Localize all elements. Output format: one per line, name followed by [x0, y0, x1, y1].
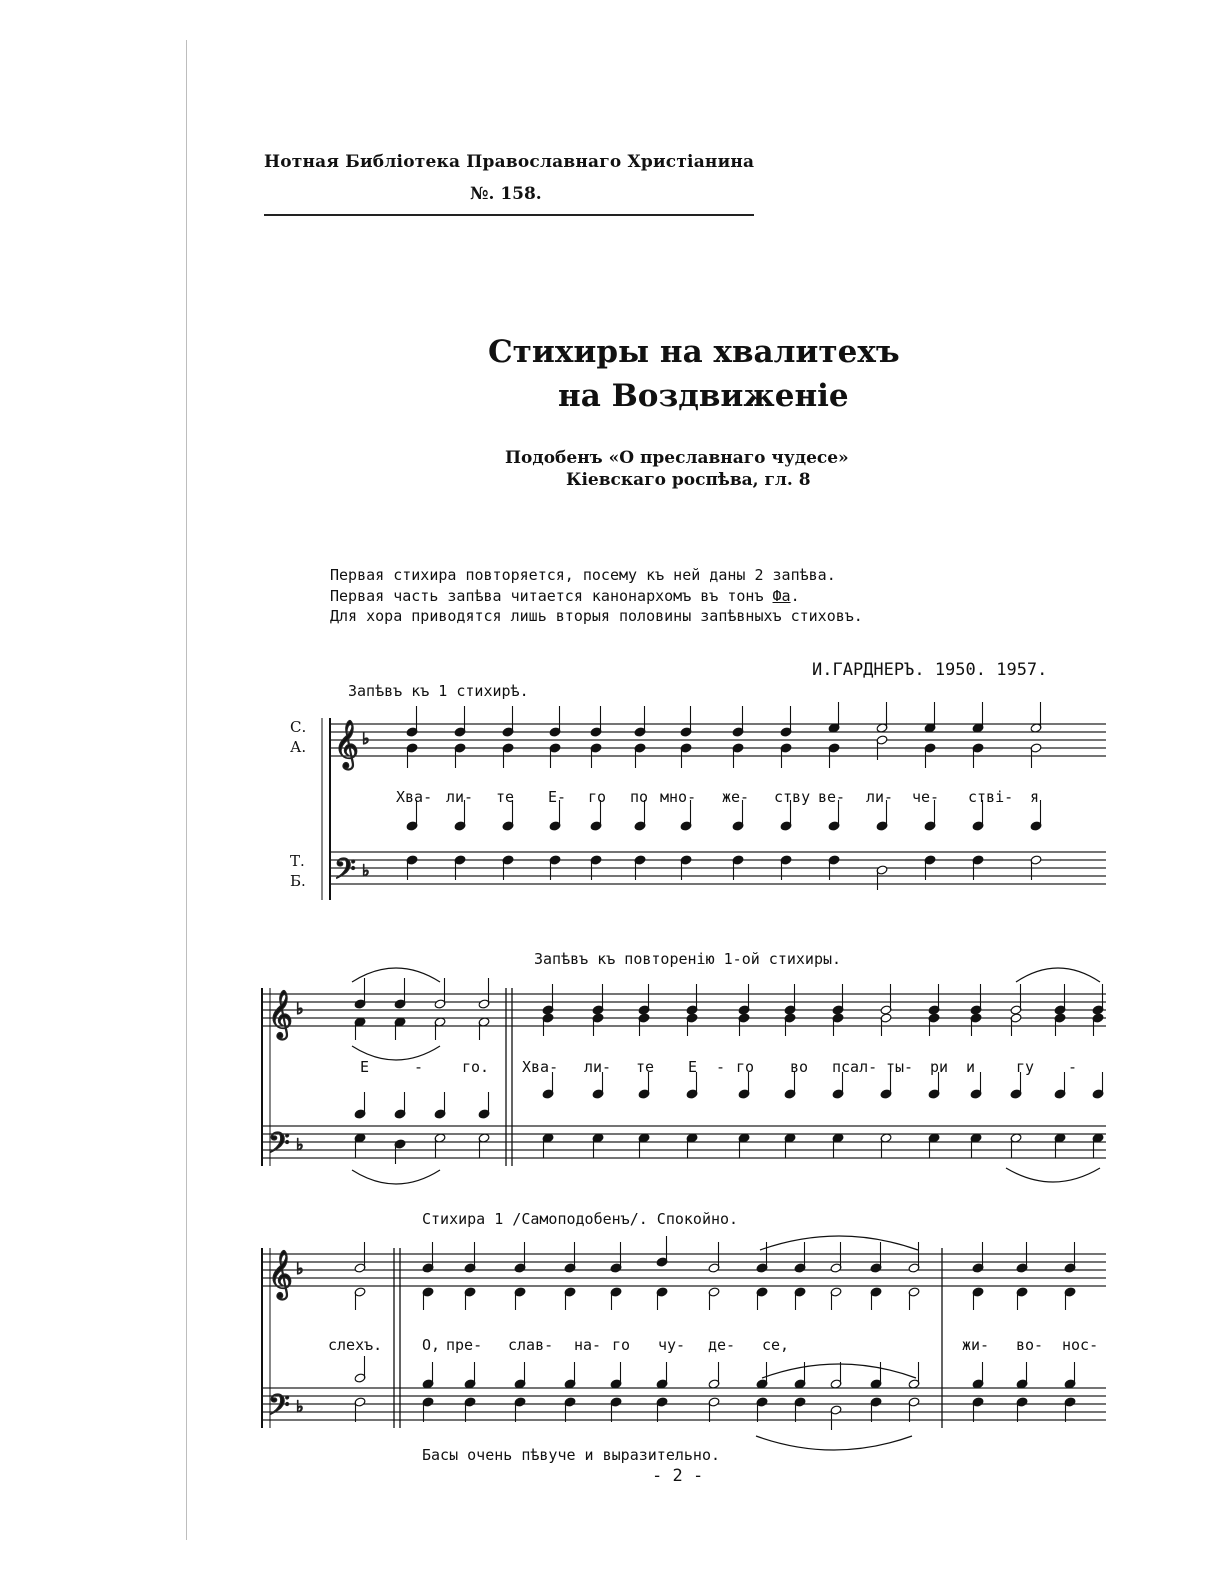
subtitle-podoben: Подобенъ «О преславнаго чудесе»: [505, 448, 849, 468]
lyric-syllable: на-: [574, 1336, 602, 1354]
note-line-1: Первая стихира повторяется, посему къ ней даны 2 запѣва.: [330, 566, 836, 584]
lyric-syllable: те: [496, 788, 515, 806]
lyric-syllable: гу: [1016, 1058, 1035, 1076]
composer-credit: И.ГАРДНЕРЪ. 1950. 1957.: [812, 660, 1048, 680]
lyric-syllable: Хва-: [522, 1058, 559, 1076]
lyric-syllable: слав-: [508, 1336, 554, 1354]
page-title-line1: Стихиры на хвалитехъ: [488, 334, 900, 370]
lyric-syllable: ли-: [584, 1058, 612, 1076]
lyric-syllable: го: [612, 1336, 631, 1354]
section-label-2: Запѣвъ къ повторенію 1-ой стихиры.: [534, 950, 842, 968]
lyric-syllable: пре-: [446, 1336, 483, 1354]
lyric-syllable: ли-: [866, 788, 894, 806]
note-line-2-text: Первая часть запѣва читается канонархомъ въ тонъ: [330, 587, 773, 605]
bass-clef-icon: 𝄢: [268, 1127, 290, 1167]
lyric-syllable: ствi-: [968, 788, 1014, 806]
voice-label-alto: А.: [290, 738, 307, 756]
series-title: Нотная Библіотека Православнаго Христіанина: [264, 152, 755, 172]
lyric-syllable: ве-: [818, 788, 846, 806]
slur: [352, 968, 440, 982]
lyric-syllable: же-: [722, 788, 750, 806]
subtitle-raspev: Кіевскаго роспѣва, гл. 8: [566, 470, 811, 490]
lyric-syllable: жи-: [962, 1336, 990, 1354]
lyric-syllable: Е: [360, 1058, 370, 1076]
lyric-syllable: Е: [688, 1058, 698, 1076]
voice-label-soprano: С.: [290, 718, 307, 736]
lyric-syllable: и: [966, 1058, 976, 1076]
lyric-syllable: мно-: [660, 788, 697, 806]
lyric-syllable: слехъ.: [328, 1336, 383, 1354]
lyric-syllable: во: [790, 1058, 809, 1076]
page-title-line2: на Воздвиженіе: [558, 378, 849, 414]
key-flat: ♭: [296, 1397, 304, 1416]
lyric-syllable: -: [716, 1058, 726, 1076]
lyric-syllable: че-: [912, 788, 940, 806]
note-tone-key: Фа: [772, 587, 791, 605]
key-flat: ♭: [296, 1259, 304, 1278]
lyric-syllable: ри: [930, 1058, 949, 1076]
lyric-syllable: Е-: [548, 788, 567, 806]
lyric-syllable: ству: [774, 788, 811, 806]
lyric-syllable: нос-: [1062, 1336, 1099, 1354]
lyric-syllable: О,: [422, 1336, 441, 1354]
treble-clef-icon: 𝄞: [334, 719, 359, 768]
lyric-syllable: чу-: [658, 1336, 686, 1354]
lyric-syllable: го.: [462, 1058, 490, 1076]
lyric-syllable: -: [1068, 1058, 1078, 1076]
lyric-syllable: -: [414, 1058, 424, 1076]
section-label-3: Стихира 1 /Самоподобенъ/. Спокойно.: [422, 1210, 739, 1228]
lyric-syllable: я: [1030, 788, 1040, 806]
slur: [760, 1236, 918, 1250]
page-number: - 2 -: [652, 1466, 704, 1486]
bass-performance-note: Басы очень пѣвуче и выразительно.: [422, 1446, 721, 1464]
lyric-syllable: по: [630, 788, 649, 806]
lyric-syllable: во-: [1016, 1336, 1044, 1354]
section-label-1: Запѣвъ къ 1 стихирѣ.: [348, 682, 529, 700]
lyric-syllable: Хва-: [396, 788, 433, 806]
lyric-syllable: се,: [762, 1336, 790, 1354]
bass-clef-icon: 𝄢: [268, 1389, 290, 1429]
slur: [1016, 968, 1100, 982]
note-line-2-end: .: [790, 587, 800, 605]
key-flat: ♭: [296, 1135, 304, 1154]
treble-clef-icon: 𝄞: [268, 989, 293, 1038]
slur: [1006, 1168, 1100, 1182]
slur: [352, 1170, 440, 1184]
voice-label-bass: Б.: [290, 872, 306, 890]
lyric-syllable: псал-: [832, 1058, 878, 1076]
key-flat: ♭: [362, 861, 370, 880]
lyric-syllable: ли-: [446, 788, 474, 806]
bass-clef-icon: 𝄢: [334, 853, 356, 893]
lyric-syllable: го: [736, 1058, 755, 1076]
lyric-syllable: ты-: [886, 1058, 914, 1076]
voice-label-tenor: Т.: [290, 852, 305, 870]
series-number: №. 158.: [470, 184, 542, 204]
note-line-3: Для хора приводятся лишь вторыя половины запѣвныхъ стиховъ.: [330, 607, 863, 625]
key-flat: ♭: [362, 729, 370, 748]
lyric-syllable: те: [636, 1058, 655, 1076]
treble-clef-icon: 𝄞: [268, 1249, 293, 1298]
lyric-syllable: го: [588, 788, 607, 806]
key-flat: ♭: [296, 999, 304, 1018]
lyric-syllable: де-: [708, 1336, 736, 1354]
slur: [762, 1364, 916, 1378]
slur: [756, 1436, 912, 1450]
